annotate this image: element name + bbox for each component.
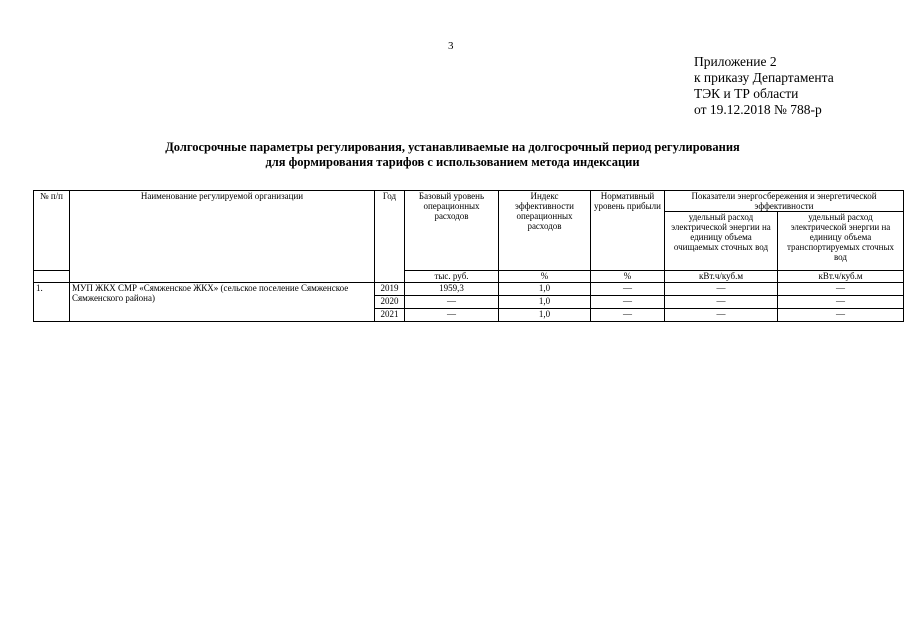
parameters-table: [33, 190, 904, 322]
org-number: 1.: [34, 283, 70, 322]
header-num: № п/п: [34, 191, 70, 271]
cell-index: 1,0: [499, 309, 591, 322]
cell-base: —: [405, 309, 499, 322]
org-name: МУП ЖКХ СМР «Сямженское ЖКХ» (сельское поселение Сямженское Сямженского района): [70, 283, 375, 322]
unit-cell-empty: [34, 271, 70, 283]
header-name: Наименование регулируемой организации: [70, 191, 375, 283]
header-energy-sub1: удельный расход электрической энергии на единицу объема очищаемых сточных вод: [665, 212, 778, 271]
unit-cell: кВт.ч/куб.м: [665, 271, 778, 283]
cell-profit: —: [591, 296, 665, 309]
header-index: Индекс эффективности операционных расходов: [499, 191, 591, 271]
cell-year: 2021: [375, 309, 405, 322]
header-base: Базовый уровень операционных расходов: [405, 191, 499, 271]
header-row: [34, 191, 904, 212]
table-row: [34, 283, 904, 296]
cell-energy2: —: [778, 296, 904, 309]
header-profit: Нормативный уровень прибыли: [591, 191, 665, 271]
unit-cell: %: [591, 271, 665, 283]
title-line: для формирования тарифов с использованием метода индексации: [265, 155, 640, 169]
unit-cell: кВт.ч/куб.м: [778, 271, 904, 283]
cell-energy2: —: [778, 283, 904, 296]
unit-cell: %: [499, 271, 591, 283]
appendix-line: к приказу Департамента: [694, 70, 834, 85]
cell-year: 2020: [375, 296, 405, 309]
unit-cell: тыс. руб.: [405, 271, 499, 283]
page-number: 3: [448, 40, 454, 52]
appendix-line: от 19.12.2018 № 788-р: [694, 102, 822, 117]
appendix-block: [694, 54, 834, 118]
header-year: Год: [375, 191, 405, 283]
cell-energy2: —: [778, 309, 904, 322]
cell-energy1: —: [665, 283, 778, 296]
cell-energy1: —: [665, 309, 778, 322]
header-energy: Показатели энергосбережения и энергетической эффективности: [665, 191, 904, 212]
header-energy-sub2: удельный расход электрической энергии на единицу объема транспортируемых сточных вод: [778, 212, 904, 271]
cell-year: 2019: [375, 283, 405, 296]
cell-index: 1,0: [499, 283, 591, 296]
cell-profit: —: [591, 283, 665, 296]
title-line: Долгосрочные параметры регулирования, устанавливаемые на долгосрочный период регулирования: [165, 140, 740, 154]
appendix-line: Приложение 2: [694, 54, 777, 69]
cell-index: 1,0: [499, 296, 591, 309]
appendix-line: ТЭК и ТР области: [694, 86, 799, 101]
cell-base: 1959,3: [405, 283, 499, 296]
cell-base: —: [405, 296, 499, 309]
cell-profit: —: [591, 309, 665, 322]
cell-energy1: —: [665, 296, 778, 309]
document-title: [0, 140, 905, 170]
